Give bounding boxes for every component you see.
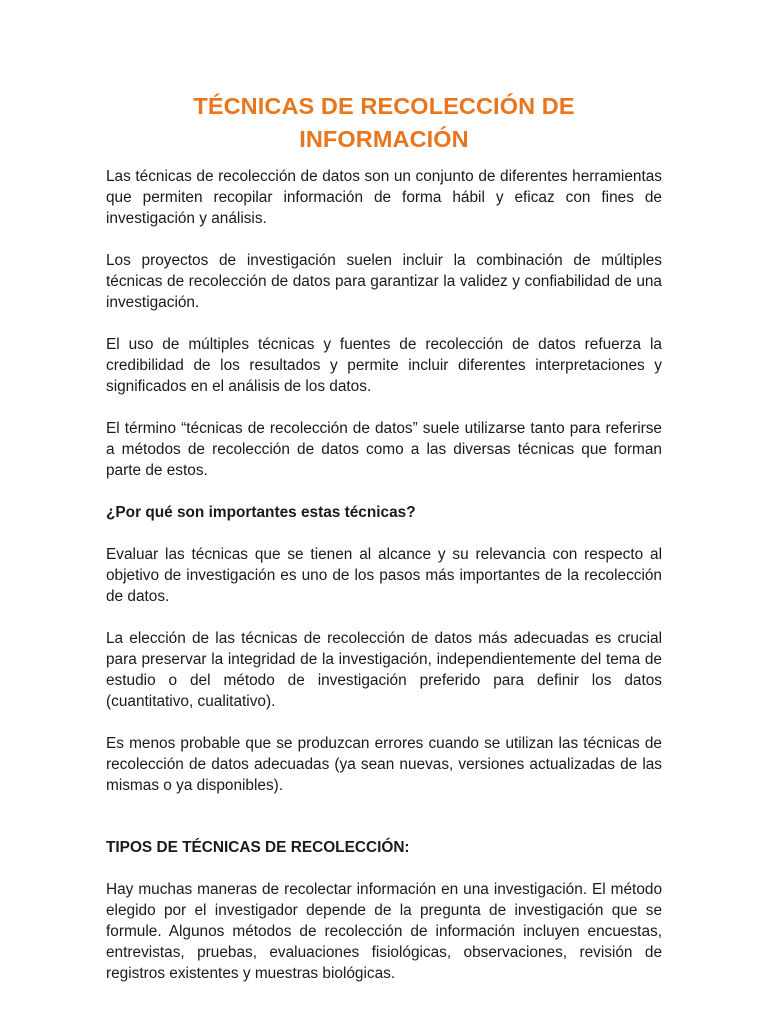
title-line-1: TÉCNICAS DE RECOLECCIÓN DE: [193, 93, 575, 119]
paragraph-methods: Hay muchas maneras de recolectar información en una investigación. El método elegido por el investigador depende de la pregunta de investigación que se formule. Algunos métodos de recolección de información incluyen encuestas, entrevistas, pruebas, evaluaciones fisiológicas, observaciones, revisión de registros existentes y muestras biológicas.: [106, 881, 662, 982]
title-line-2: INFORMACIÓN: [299, 126, 469, 152]
section-heading-types: TIPOS DE TÉCNICAS DE RECOLECCIÓN:: [106, 839, 410, 856]
paragraph-multiple-techniques: El uso de múltiples técnicas y fuentes de recolección de datos refuerza la credibilidad de los resultados y permite incluir diferentes interpretaciones y significados en el análisis de los datos.: [106, 336, 662, 395]
document-page: [106, 0, 662, 984]
paragraph-term: El término “técnicas de recolección de datos” suele utilizarse tanto para referirse a métodos de recolección de datos como a las diversas técnicas que forman parte de estos.: [106, 420, 662, 479]
paragraph-errors: Es menos probable que se produzcan errores cuando se utilizan las técnicas de recolección de datos adecuadas (ya sean nuevas, versiones actualizadas de las mismas o ya disponibles).: [106, 735, 662, 794]
subheading-importance: ¿Por qué son importantes estas técnicas?: [106, 504, 416, 521]
paragraph-intro: Las técnicas de recolección de datos son un conjunto de diferentes herramientas que permiten recopilar información de forma hábil y eficaz con fines de investigación y análisis.: [106, 168, 662, 227]
paragraph-evaluate: Evaluar las técnicas que se tienen al alcance y su relevancia con respecto al objetivo de investigación es uno de los pasos más importantes de la recolección de datos.: [106, 546, 662, 605]
paragraph-projects: Los proyectos de investigación suelen incluir la combinación de múltiples técnicas de recolección de datos para garantizar la validez y confiabilidad de una investigación.: [106, 252, 662, 311]
document-title: [106, 0, 662, 156]
paragraph-choice: La elección de las técnicas de recolección de datos más adecuadas es crucial para preservar la integridad de la investigación, independientemente del tema de estudio o del método de investigación preferido para definir los datos (cuantitativo, cualitativo).: [106, 630, 662, 710]
